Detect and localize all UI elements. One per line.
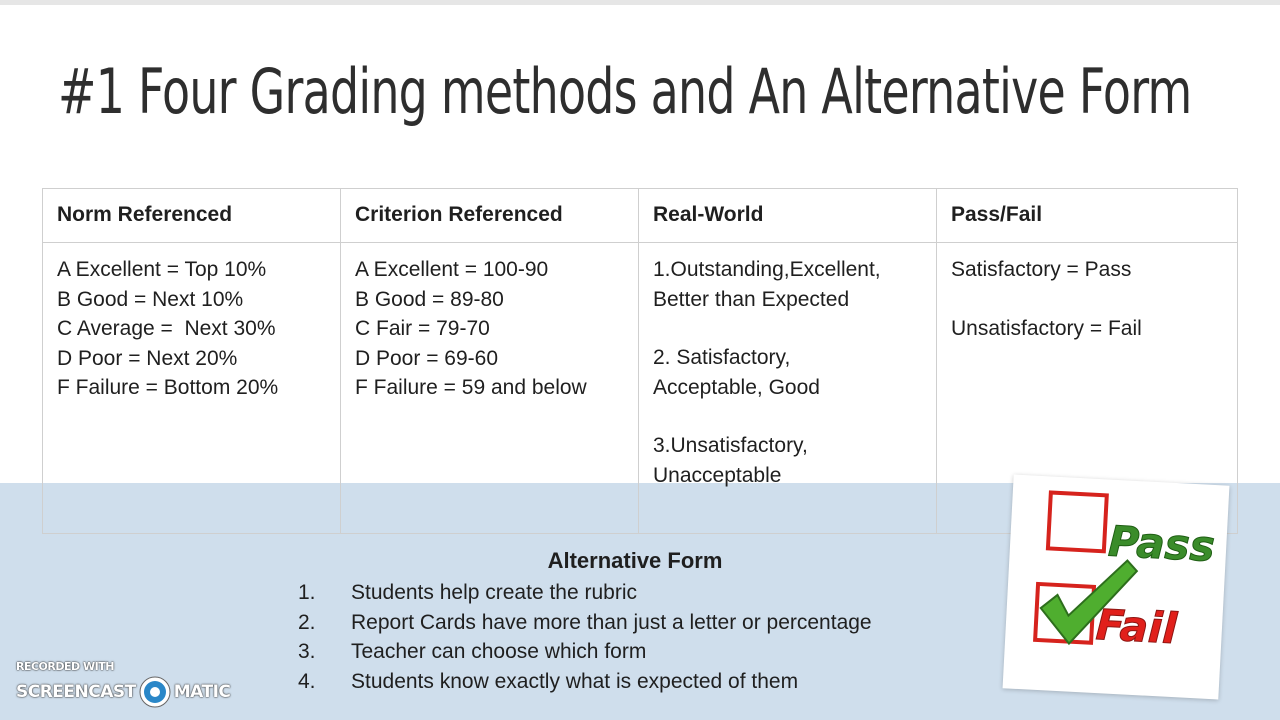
watermark-brand-left: SCREENCAST bbox=[16, 682, 136, 702]
pass-fail-image bbox=[1003, 474, 1230, 699]
norm-line: A Excellent = Top 10% bbox=[57, 258, 267, 281]
real-world-line: Better than Expected bbox=[653, 287, 850, 311]
pass-fail-line: Satisfactory = Pass bbox=[951, 258, 1132, 281]
watermark-recorded-with: RECORDED WITH bbox=[16, 660, 114, 673]
list-text: Teacher can choose which form bbox=[351, 640, 647, 663]
real-world-line: Acceptable, Good bbox=[653, 375, 820, 399]
criterion-line: C Fair = 79-70 bbox=[355, 317, 490, 340]
screencast-watermark bbox=[16, 660, 230, 709]
cell-real-world bbox=[639, 243, 937, 534]
list-text: Students help create the rubric bbox=[351, 581, 638, 604]
list-number: 1. bbox=[298, 581, 316, 604]
real-world-line: 2. Satisfactory, bbox=[653, 346, 791, 369]
watermark-brand-right: MATIC bbox=[173, 682, 231, 702]
criterion-line: F Failure = 59 and below bbox=[355, 376, 587, 399]
pass-checkbox bbox=[1048, 492, 1107, 551]
list-number: 3. bbox=[298, 640, 316, 663]
header-norm-referenced: Norm Referenced bbox=[43, 189, 341, 243]
header-real-world: Real-World bbox=[639, 189, 937, 243]
list-item bbox=[298, 608, 872, 638]
real-world-line: 1.Outstanding,Excellent, bbox=[653, 258, 881, 281]
pass-fail-line: Unsatisfactory = Fail bbox=[951, 316, 1142, 340]
real-world-line: 3.Unsatisfactory, bbox=[653, 434, 808, 457]
norm-line: B Good = Next 10% bbox=[57, 287, 244, 311]
list-item bbox=[298, 667, 872, 697]
top-rule bbox=[0, 0, 1280, 5]
spacer bbox=[653, 314, 924, 343]
list-item bbox=[298, 637, 872, 667]
spacer bbox=[951, 285, 1225, 314]
table-header-row bbox=[43, 189, 1238, 243]
slide-title: #1 Four Grading methods and An Alternative Form bbox=[58, 55, 1192, 128]
watermark-brand bbox=[16, 675, 230, 709]
list-text: Report Cards have more than just a letter or percentage bbox=[351, 610, 872, 634]
spacer bbox=[653, 402, 924, 431]
norm-line: C Average = Next 30% bbox=[57, 317, 276, 340]
norm-line: F Failure = Bottom 20% bbox=[57, 376, 279, 399]
list-number: 4. bbox=[298, 669, 316, 693]
norm-line: D Poor = Next 20% bbox=[57, 346, 238, 370]
screencast-logo-icon bbox=[138, 675, 172, 709]
criterion-line: D Poor = 69-60 bbox=[355, 346, 499, 370]
cell-criterion-referenced bbox=[341, 243, 639, 534]
criterion-line: A Excellent = 100-90 bbox=[355, 258, 549, 281]
fail-text: Fail bbox=[1094, 600, 1179, 654]
cell-norm-referenced bbox=[43, 243, 341, 534]
list-text: Students know exactly what is expected of them bbox=[351, 669, 799, 693]
alternative-form-list bbox=[298, 578, 872, 696]
pass-fail-illustration bbox=[1003, 474, 1230, 699]
real-world-line: Unacceptable bbox=[653, 463, 782, 487]
header-pass-fail: Pass/Fail bbox=[937, 189, 1238, 243]
alternative-form-heading: Alternative Form bbox=[547, 548, 723, 573]
pass-text: Pass bbox=[1107, 516, 1216, 572]
list-item bbox=[298, 578, 872, 608]
header-criterion-referenced: Criterion Referenced bbox=[341, 189, 639, 243]
list-number: 2. bbox=[298, 610, 316, 634]
criterion-line: B Good = 89-80 bbox=[355, 287, 504, 311]
